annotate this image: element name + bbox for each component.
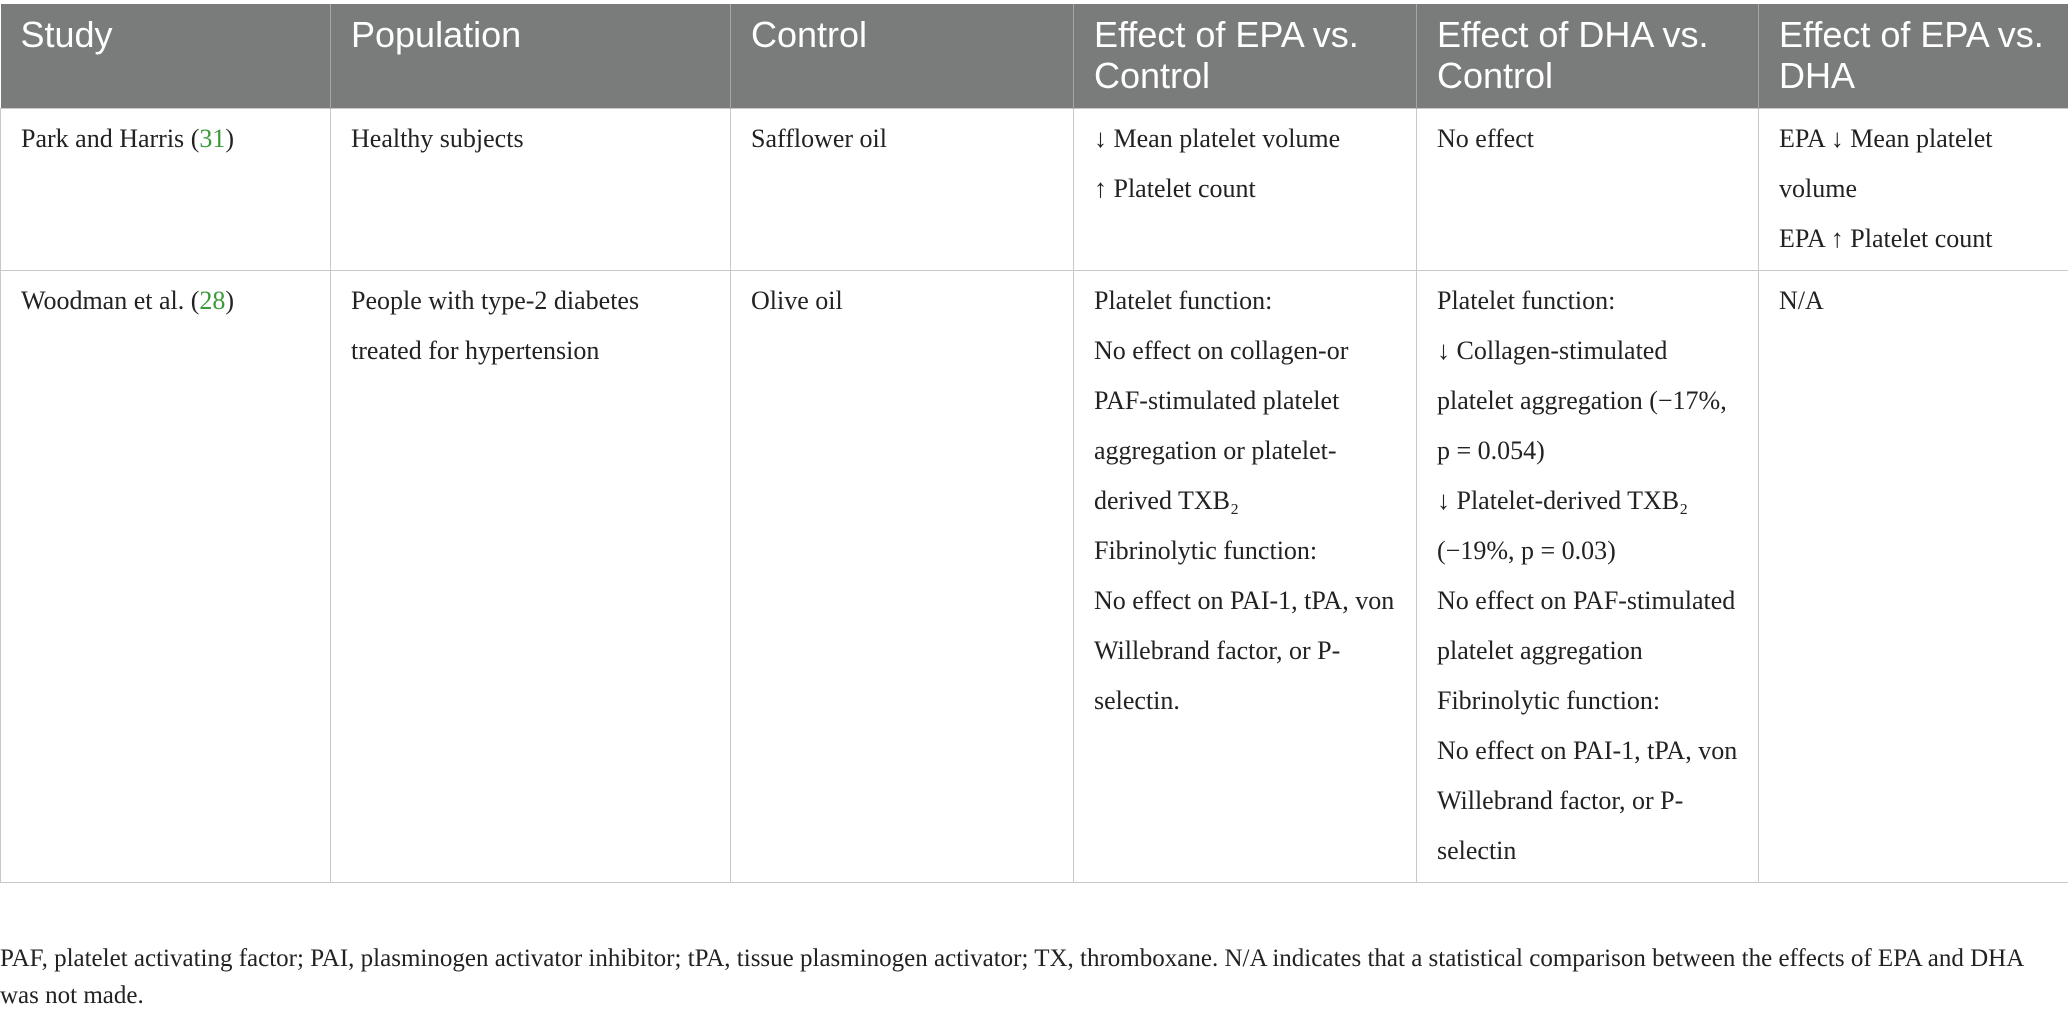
cell-population bbox=[331, 109, 731, 271]
table-row bbox=[1, 271, 2068, 883]
table-header-row bbox=[1, 4, 2068, 109]
effect-line: Fibrinolytic function: bbox=[1437, 686, 1661, 715]
effect-line: No effect on collagen-or PAF-stimulated platelet aggregation or platelet-derived TXB₂ bbox=[1094, 336, 1349, 515]
effect-line: EPA ↑ Platelet count bbox=[1779, 224, 1993, 253]
effect-line: ↓ Mean platelet volume bbox=[1094, 124, 1341, 153]
effect-line: Platelet function: bbox=[1437, 286, 1616, 315]
cell-dha-vs-control bbox=[1417, 109, 1759, 271]
population-line: Healthy subjects bbox=[351, 124, 524, 153]
header-control: Control bbox=[731, 4, 1074, 109]
table-row bbox=[1, 109, 2068, 271]
effect-line: ↓ Collagen-stimulated platelet aggregation (−17%, p = 0.054) bbox=[1437, 336, 1727, 465]
effect-line: No effect bbox=[1437, 124, 1534, 153]
cell-epa-vs-control bbox=[1074, 271, 1417, 883]
header-epa-vs-dha: Effect of EPA vs. DHA bbox=[1759, 4, 2068, 109]
header-epa-vs-control: Effect of EPA vs. Control bbox=[1074, 4, 1417, 109]
effect-line: Platelet function: bbox=[1094, 286, 1273, 315]
study-comparison-table bbox=[0, 4, 2068, 883]
effect-line: ↑ Platelet count bbox=[1094, 174, 1256, 203]
table-footnote: PAF, platelet activating factor; PAI, plasminogen activator inhibitor; tPA, tissue plasminogen activator; TX, thromboxane. N/A indicates that a statistical comparison between the effects of EPA and DHA was not made. bbox=[0, 945, 2023, 1009]
study-name: Park and Harris bbox=[21, 124, 185, 153]
header-study: Study bbox=[1, 4, 331, 109]
population-line: People with type-2 diabetes treated for hypertension bbox=[351, 286, 640, 365]
cell-study: Woodman et al. (28) bbox=[1, 271, 331, 883]
cell-population bbox=[331, 271, 731, 883]
effect-line: No effect on PAI-1, tPA, von Willebrand factor, or P-selectin. bbox=[1094, 586, 1395, 715]
effect-line: Fibrinolytic function: bbox=[1094, 536, 1318, 565]
cell-control: Olive oil bbox=[731, 271, 1074, 883]
effect-line: ↓ Platelet-derived TXB₂ (−19%, p = 0.03) bbox=[1437, 486, 1689, 565]
effect-line: No effect on PAF-stimulated platelet aggregation bbox=[1437, 586, 1736, 665]
reference-link[interactable]: 31 bbox=[199, 124, 226, 153]
study-name: Woodman et al. bbox=[21, 286, 185, 315]
header-population: Population bbox=[331, 4, 731, 109]
cell-control: Safflower oil bbox=[731, 109, 1074, 271]
effect-line: N/A bbox=[1779, 286, 1824, 315]
cell-study: Park and Harris (31) bbox=[1, 109, 331, 271]
effect-line: EPA ↓ Mean platelet volume bbox=[1779, 124, 1993, 203]
cell-epa-vs-control bbox=[1074, 109, 1417, 271]
reference-link[interactable]: 28 bbox=[199, 286, 226, 315]
cell-epa-vs-dha bbox=[1759, 109, 2068, 271]
cell-dha-vs-control bbox=[1417, 271, 1759, 883]
header-dha-vs-control: Effect of DHA vs. Control bbox=[1417, 4, 1759, 109]
effect-line: No effect on PAI-1, tPA, von Willebrand factor, or P-selectin bbox=[1437, 736, 1738, 865]
cell-epa-vs-dha bbox=[1759, 271, 2068, 883]
